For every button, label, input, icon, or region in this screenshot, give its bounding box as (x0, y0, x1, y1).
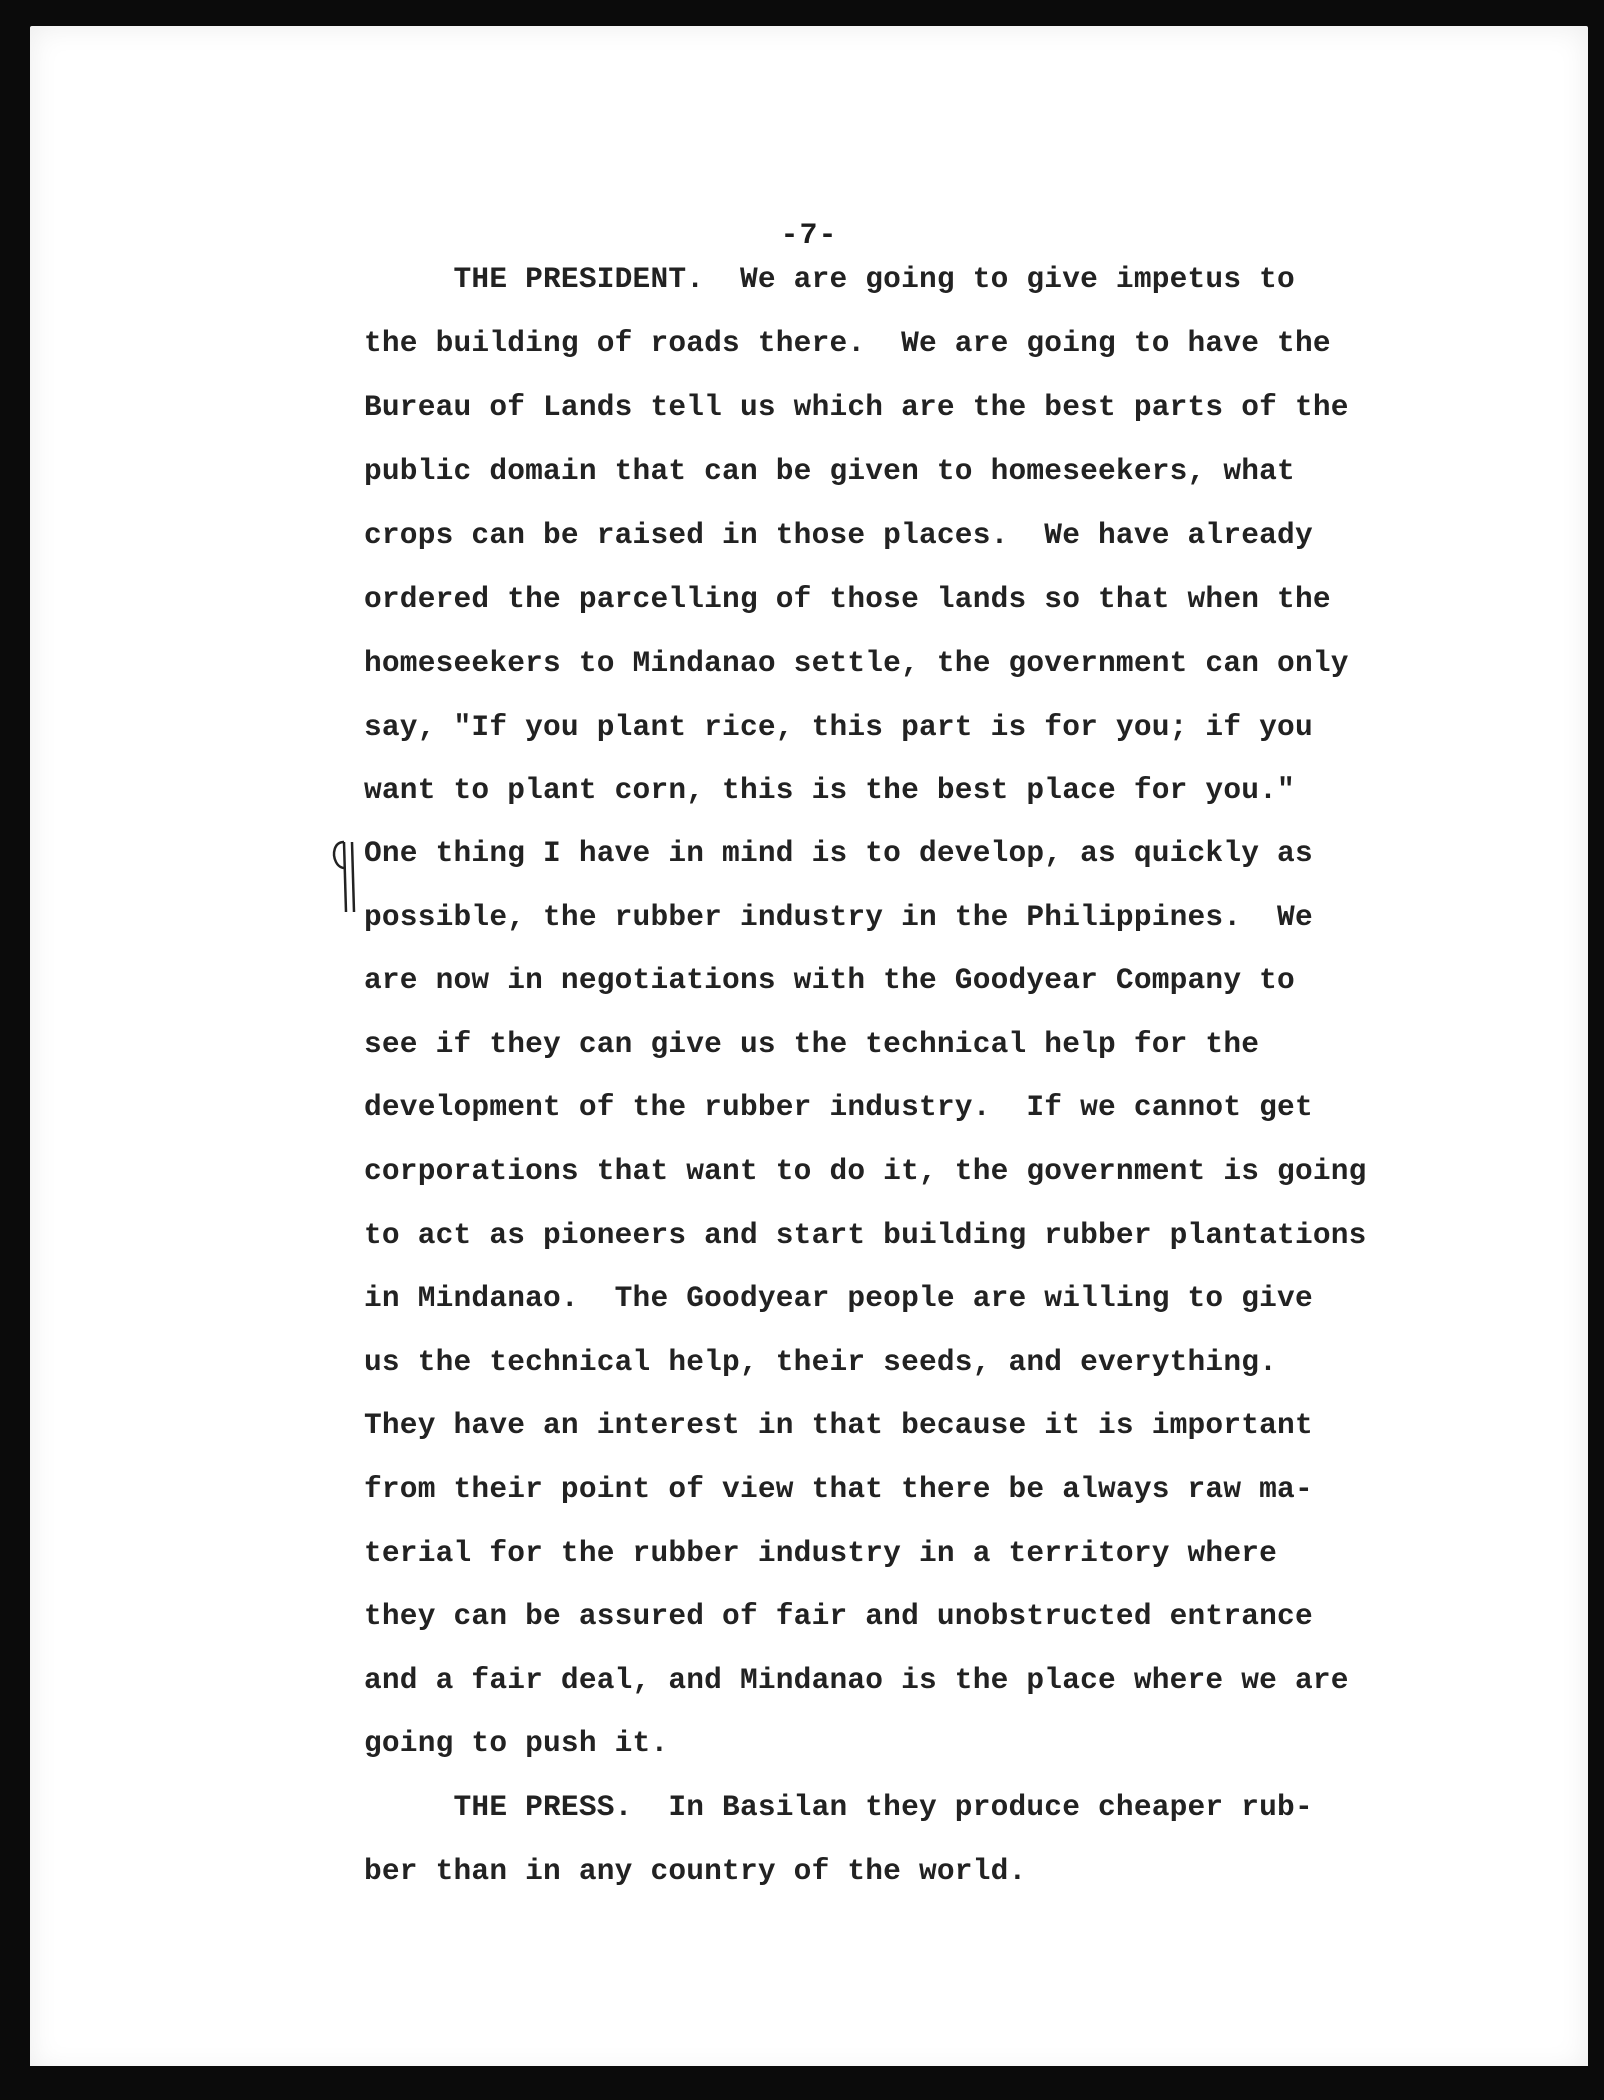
text-line: from their point of view that there be always raw ma- (364, 1472, 1313, 1506)
text-line: say, "If you plant rice, this part is for you; if you (364, 710, 1313, 744)
text-line: in Mindanao. The Goodyear people are willing to give (364, 1281, 1313, 1315)
text-line: going to push it. (364, 1726, 669, 1760)
text-line: ber than in any country of the world. (364, 1854, 1027, 1888)
text-line: They have an interest in that because it is important (364, 1408, 1313, 1442)
text-line: are now in negotiations with the Goodyear Company to (364, 963, 1295, 997)
text-line: homeseekers to Mindanao settle, the government can only (364, 646, 1349, 680)
text-line: terial for the rubber industry in a territory where (364, 1536, 1278, 1570)
text-line: Bureau of Lands tell us which are the best parts of the (364, 390, 1349, 424)
text-line: to act as pioneers and start building rubber plantations (364, 1218, 1367, 1252)
text-line: corporations that want to do it, the government is going (364, 1154, 1367, 1188)
text-line: see if they can give us the technical help for the (364, 1027, 1260, 1061)
text-line: us the technical help, their seeds, and everything. (364, 1345, 1278, 1379)
text-line: crops can be raised in those places. We have already (364, 518, 1313, 552)
text-line: THE PRESIDENT. We are going to give impetus to (364, 262, 1295, 296)
scan-bottom-edge (0, 2066, 1604, 2100)
text-line: the building of roads there. We are going to have the (364, 326, 1331, 360)
text-line: ordered the parcelling of those lands so that when the (364, 582, 1331, 616)
page-number: -7- (780, 219, 838, 253)
text-line: One thing I have in mind is to develop, as quickly as (364, 836, 1313, 870)
text-line: THE PRESS. In Basilan they produce cheaper rub- (364, 1790, 1313, 1824)
text-line: development of the rubber industry. If we cannot get (364, 1090, 1313, 1124)
text-line: they can be assured of fair and unobstructed entrance (364, 1599, 1313, 1633)
text-line: public domain that can be given to homeseekers, what (364, 454, 1295, 488)
text-line: want to plant corn, this is the best place for you." (364, 773, 1295, 807)
text-line: and a fair deal, and Mindanao is the place where we are (364, 1663, 1349, 1697)
document-page (30, 26, 1588, 2072)
text-line: possible, the rubber industry in the Philippines. We (364, 900, 1313, 934)
paragraph-mark-icon (330, 838, 360, 916)
